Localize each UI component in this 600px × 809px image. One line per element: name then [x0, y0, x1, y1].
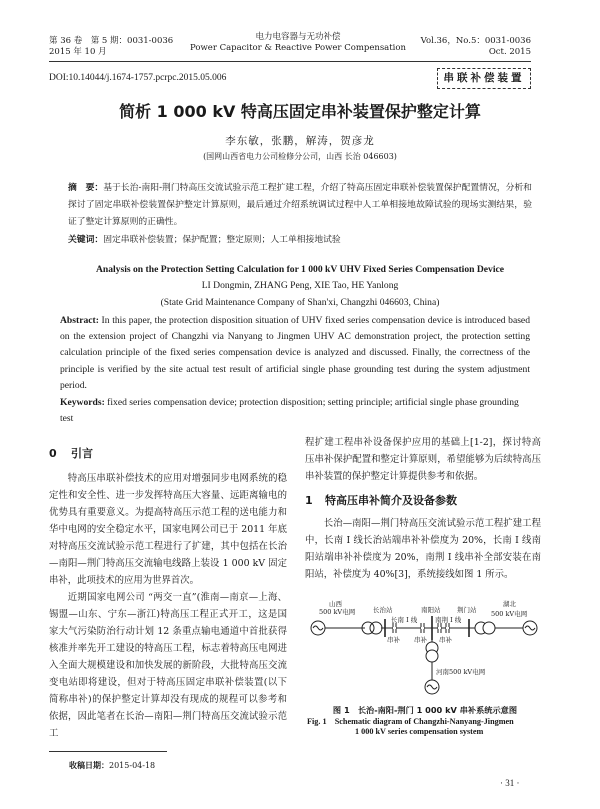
volume-issue-line-en: Vol.36，No.5：0031-0036: [420, 36, 531, 46]
label-hubei: 湖北: [503, 600, 516, 608]
label-series-comp-1: 串补: [387, 636, 400, 644]
keywords-cn-text: 固定串联补偿装置；保护配置；整定原则；人工单相接地试验: [103, 235, 341, 245]
section-1-title: 特高压串补简介及设备参数: [325, 494, 457, 507]
label-series-comp-2: 串补: [414, 636, 427, 644]
label-line-nanjing: 南荆 I 线: [435, 616, 462, 624]
footnote-divider: [49, 751, 167, 752]
publication-date-cn: 2015 年 10 月: [49, 47, 107, 57]
abstract-cn-text: 基于长治-南阳-荆门特高压交流试验示范工程扩建工程，介绍了特高压固定串联补偿装置保护配置情况，分析和探讨了固定串联补偿装置保护整定计算原则，最后通过介绍系统调试过程中人工单相接地故障试验的现场实测结果，验证了整定计算原则的正确性。: [68, 183, 532, 227]
section-0-paragraph-2: 近期国家电网公司 “两交一直”(淮南—南京—上海、锡盟—山东、宁东—浙江)特高压工程正式开工，这是国家大气污染防治行动计划 12 条重点输电通道中首批获得核准并率先开工建设的特高压工程，标志着特高压电网进入全面大规模建设和加快发展的新阶段，大批特高压交流变电站即将建设，但对于特高压固定串联补偿装置(以下简称串补)的保护整定计算却没有现成的规程可以参考和依据，因此笔者在长治—南阳—荆门特高压交流试验示范工: [49, 592, 287, 739]
section-0-paragraph-1: 特高压串联补偿技术的应用对增强同步电网系统的稳定性和安全性、进一步发挥特高压大容量、远距离输电的优势具有重要意义。为提高特高压示范工程的送电能力和华中电网的安全稳定水平，国家电网公司已于 2011 年底对特高压交流试验示范工程进行了扩建，其中包括在长治—南阳—荆门特高压交流输电线路上装设 1 000 kV 固定串补，此项技术的应用为世界首次。: [49, 473, 287, 586]
section-0-title: 引言: [71, 447, 93, 460]
abstract-cn-label: 摘 要：: [68, 183, 104, 193]
figure-1-caption-en-line2: 1 000 kV series compensation system: [355, 727, 484, 736]
section-0-number: 0: [49, 447, 57, 460]
label-nanyang-station: 南阳站: [421, 606, 441, 614]
section-1-heading: [305, 492, 457, 508]
section-0-continuation: [305, 434, 541, 485]
volume-issue-info: [49, 36, 173, 58]
keywords-cn-label: 关键词：: [68, 235, 104, 245]
body-left-column: [49, 470, 287, 742]
keywords-en: [60, 395, 530, 427]
keywords-en-text: fixed series compensation device; protection disposition; setting principle; artificial single phase grounding test: [60, 397, 519, 425]
keywords-cn: [68, 232, 532, 249]
journal-name-cn: 电力电容器与无功补偿: [255, 32, 341, 42]
volume-issue-info-en: [421, 36, 531, 58]
label-changzhi-station: 长治站: [373, 606, 393, 614]
received-date-label: 收稿日期：: [69, 761, 109, 770]
page-number: · 31 ·: [500, 778, 520, 788]
abstract-en-label: Abstract:: [60, 315, 99, 326]
keywords-en-label: Keywords:: [60, 397, 105, 408]
label-jingmen-station: 荆门站: [457, 606, 477, 614]
figure-1-caption-cn: 图 1 长治-南阳-荆门 1 000 kV 串补系统示意图: [332, 705, 518, 715]
label-shanxi: 山西: [329, 600, 342, 608]
header-divider: [49, 61, 531, 62]
affiliation-cn: (国网山西省电力公司检修分公司，山西 长治 046603): [203, 152, 397, 161]
figure-1-caption-en-line1: Fig. 1 Schematic diagram of Changzhi-Nanyang-Jingmen: [307, 717, 514, 726]
label-line-changnan: 长南 I 线: [391, 616, 418, 624]
paper-title-en: Analysis on the Protection Setting Calculation for 1 000 kV UHV Fixed Series Compensation Device: [95, 264, 505, 275]
authors-en: LI Dongmin, ZHANG Peng, XIE Tao, HE Yanlong: [201, 280, 399, 291]
received-date: [69, 760, 155, 771]
publication-date-en: Oct. 2015: [488, 47, 531, 57]
authors-cn: 李东敏，张鹏，解涛，贺彦龙: [225, 135, 375, 147]
figure-1-caption-en: [305, 717, 545, 737]
journal-name-en: Power Capacitor & Reactive Power Compensation: [190, 43, 406, 53]
section-1-paragraph: 长治—南阳—荆门特高压交流试验示范工程扩建工程中，长南 I 线长治站端串补补偿度为 20%，长南 I 线南阳站端串补补偿度为 20%，南荆 I 线串补全部安装在南阳站，补偿度为 40%[3]，系统接线如图 1 所示。: [305, 518, 541, 580]
abstract-en-text: In this paper, the protection disposition situation of UHV fixed series compensation device is introduced based on the extension project of Changzhi via Nanyang to Jingmen UHV AC demonstration project, the protection setting calculation principle of the fixed series compensation device is analyzed and discussed. Finally, the correctness of the principle is verified by the site actual test result of artificial single phase grounding test during the system adjustment period.: [60, 315, 530, 391]
section-1-body: [305, 515, 541, 583]
section-0-continuation-text: 程扩建工程串补设备保护应用的基础上[1-2]，探讨特高压串补保护配置和整定计算原则，希望能够为后续特高压串补装置的保护整定计算提供参考和依据。: [305, 437, 541, 482]
journal-name: [178, 32, 418, 54]
doi: DOI:10.14044/j.1674-1757.pcrpc.2015.05.006: [49, 73, 227, 83]
label-henan-grid: 河南500 kV电网: [436, 668, 486, 676]
label-hubei-grid: 500 kV电网: [491, 610, 528, 618]
abstract-cn: [68, 180, 532, 231]
column-badge: 串联补偿装置: [437, 68, 531, 89]
abstract-en: [60, 313, 530, 394]
volume-issue-line: 第 36 卷 第 5 期：0031-0036: [49, 36, 174, 46]
label-shanxi-grid: 500 kV电网: [319, 608, 356, 616]
section-0-heading: [49, 445, 93, 461]
section-1-number: 1: [305, 494, 313, 507]
paper-title-cn: 简析 1 000 kV 特高压固定串补装置保护整定计算: [119, 102, 481, 121]
received-date-value: 2015-04-18: [109, 761, 156, 770]
affiliation-en: (State Grid Maintenance Company of Shan'xi, Changzhi 046603, China): [160, 297, 440, 308]
figure-1-schematic: [305, 598, 545, 698]
label-series-comp-3: 串补: [439, 636, 452, 644]
